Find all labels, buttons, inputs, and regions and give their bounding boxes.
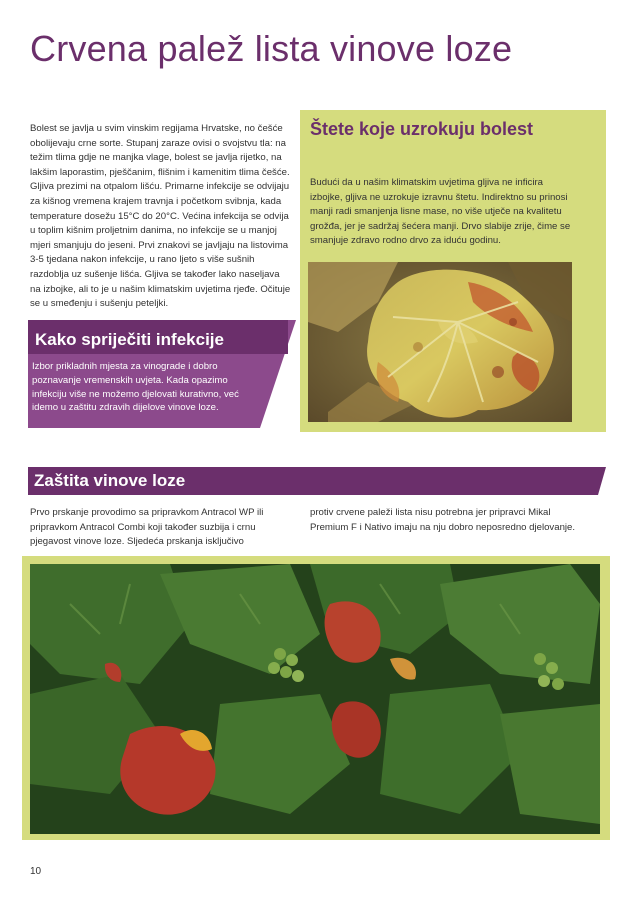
diseased-leaf-photo — [308, 262, 572, 422]
intro-paragraph: Bolest se javlja u svim vinskim regijama Hrvatske, no češće obolijevaju crne sorte. Stupanj zaraze ovisi o svojstvu tla: na težim tlima gdje ne manjka vlage, bolest se javlja rijetko, na lakšim laporastim, pješčanim, flišnim i kamenitim tlima češće. Gljiva prezimi na otpalom lišću. Primarne infekcije se odvijaju za kišnog vremena krajem travnja i početkom svibnja, kada temperature dosežu 15°C do 20°C. Većina infekcija se odvija u toplim kišnim proljetnim danima, no infekcije se u manjoj mjeri smanjuju do jeseni. Prvi znakovi se javljaju na listovima 3-5 tjedana nakon infekcije, u rano ljeto s više sušnih razdoblja uz sušenje lišća. Gljiva se također lako naseljava na izbojke, ali to je u našim klimatskim uvjetima rjeđe. Očituje se u smeđenju i sušenju peteljki. — [30, 123, 291, 310]
page-title: Crvena palež lista vinove loze — [30, 28, 513, 69]
prevention-box — [28, 320, 298, 428]
protection-title: Zaštita vinove loze — [34, 471, 186, 490]
damage-box-text: Budući da u našim klimatskim uvjetima gljiva ne inficira izbojke, gljiva ne uzrokuje izravnu štetu. Indirektno su prinosi manji radi smanjenja lisne mase, no više utječe na kvalitetu grožđa, jer je sadržaj šećera manji. Drvo slabije zrije, čime se smanjuje zdravo rodno drvo za iduću godinu. — [310, 177, 571, 247]
vine-photo-frame — [22, 556, 610, 840]
damage-box-title: Štete koje uzrokuju bolest — [310, 119, 534, 139]
protection-text-right: protiv crvene paleži lista nisu potrebna jer pripravci Mikal Premium F i Nativo imaju na nju dobro neposredno djelovanje. — [310, 507, 576, 533]
prevention-box-title: Kako spriječiti infekcije — [35, 330, 224, 349]
prevention-box-text: Izbor prikladnih mjesta za vinograde i dobro poznavanje vremenskih uvjeta. Kada opazimo infekciju više ne možemo djelovati kurativno, već idemo u zaštitu zdravih dijelove vinove loze. — [32, 361, 239, 414]
page-number: 10 — [30, 866, 42, 877]
protection-section-header — [28, 467, 606, 495]
diseased-leaf-illustration — [308, 262, 572, 422]
vine-photo — [30, 564, 600, 834]
vine-leaves-illustration — [30, 564, 600, 834]
damage-box — [300, 110, 606, 432]
protection-text-left: Prvo prskanje provodimo sa pripravkom Antracol WP ili pripravkom Antracol Combi koji također suzbija i crnu pjegavost vinove loze. Sljedeća prskanja isključivo — [30, 507, 264, 548]
